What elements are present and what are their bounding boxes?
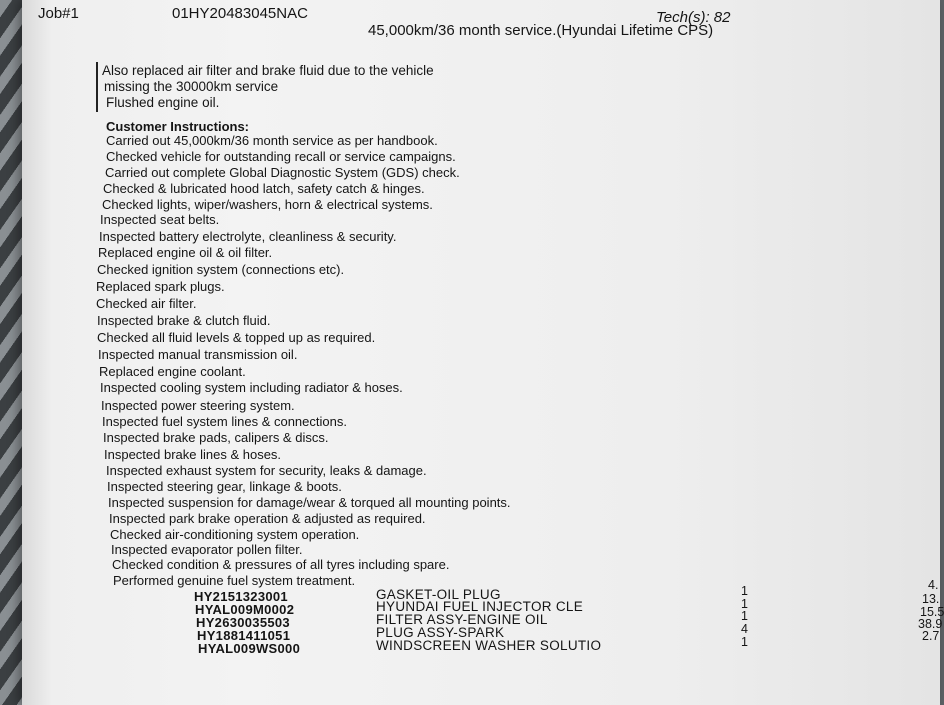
- part-number: HYAL009WS000: [198, 641, 301, 656]
- job-code: 01HY20483045NAC: [172, 5, 308, 22]
- instruction-line: Replaced engine oil & oil filter.: [98, 245, 273, 260]
- instruction-line: Inspected evaporator pollen filter.: [111, 542, 303, 557]
- part-price: 13.: [922, 592, 940, 606]
- instruction-line: Checked air-conditioning system operation.: [110, 527, 360, 542]
- part-price: 2.7: [922, 629, 940, 643]
- instruction-line: Inspected battery electrolyte, cleanliness & security.: [99, 229, 397, 244]
- part-number: HYAL009M0002: [195, 602, 295, 617]
- part-quantity: 1: [741, 609, 748, 623]
- instruction-line: Checked vehicle for outstanding recall or service campaigns.: [106, 149, 456, 164]
- part-number: HY1881411051: [197, 628, 291, 643]
- part-description: FILTER ASSY-ENGINE OIL: [376, 612, 548, 627]
- note-line: Flushed engine oil.: [106, 95, 220, 110]
- part-description: HYUNDAI FUEL INJECTOR CLE: [376, 599, 584, 614]
- instruction-line: Inspected brake & clutch fluid.: [97, 313, 271, 328]
- instruction-line: Inspected brake pads, calipers & discs.: [103, 430, 329, 445]
- part-quantity: 1: [741, 635, 748, 649]
- instruction-line: Carried out complete Global Diagnostic System (GDS) check.: [105, 165, 460, 180]
- job-number: Job#1: [38, 5, 79, 22]
- part-number: HY2630035503: [196, 615, 290, 630]
- part-quantity: 1: [741, 584, 748, 598]
- instruction-line: Inspected seat belts.: [100, 212, 220, 227]
- instruction-line: Carried out 45,000km/36 month service as per handbook.: [106, 133, 438, 148]
- part-description: WINDSCREEN WASHER SOLUTIO: [376, 638, 602, 653]
- instruction-line: Checked & lubricated hood latch, safety catch & hinges.: [103, 181, 425, 196]
- instruction-line: Checked ignition system (connections etc).: [97, 262, 345, 277]
- note-bracket: [96, 62, 98, 112]
- instruction-line: Inspected park brake operation & adjusted as required.: [109, 511, 426, 526]
- part-quantity: 1: [741, 597, 748, 611]
- instruction-line: Inspected cooling system including radiator & hoses.: [100, 380, 403, 395]
- instruction-line: Replaced spark plugs.: [96, 279, 225, 294]
- part-number: HY2151323001: [194, 589, 288, 604]
- note-line: missing the 30000km service: [104, 79, 279, 94]
- instruction-line: Checked air filter.: [96, 296, 197, 311]
- part-price: 15.5: [920, 605, 944, 619]
- instruction-line: Inspected manual transmission oil.: [98, 347, 298, 362]
- note-line: Also replaced air filter and brake fluid due to the vehicle: [102, 63, 434, 78]
- part-quantity: 4: [741, 622, 748, 636]
- instruction-line: Inspected fuel system lines & connections.: [102, 414, 347, 429]
- part-description: PLUG ASSY-SPARK: [376, 625, 505, 640]
- instruction-line: Performed genuine fuel system treatment.: [113, 573, 356, 588]
- part-description: GASKET-OIL PLUG: [376, 587, 501, 602]
- instruction-line: Inspected suspension for damage/wear & torqued all mounting points.: [108, 495, 511, 510]
- instruction-line: Replaced engine coolant.: [99, 364, 246, 379]
- part-price: 4.: [928, 578, 939, 592]
- customer-instructions-heading: Customer Instructions:: [106, 119, 250, 134]
- instruction-line: Checked all fluid levels & topped up as required.: [97, 330, 376, 345]
- instruction-line: Checked lights, wiper/washers, horn & electrical systems.: [102, 197, 433, 212]
- instruction-line: Inspected power steering system.: [101, 398, 295, 413]
- part-price: 38.9: [918, 617, 943, 631]
- instruction-line: Inspected brake lines & hoses.: [104, 447, 282, 462]
- service-description: 45,000km/36 month service.(Hyundai Lifetime CPS): [368, 22, 714, 39]
- instruction-line: Checked condition & pressures of all tyres including spare.: [112, 557, 450, 572]
- technician-label: Tech(s): 82: [656, 9, 731, 26]
- instruction-line: Inspected exhaust system for security, leaks & damage.: [106, 463, 427, 478]
- instruction-line: Inspected steering gear, linkage & boots.: [107, 479, 342, 494]
